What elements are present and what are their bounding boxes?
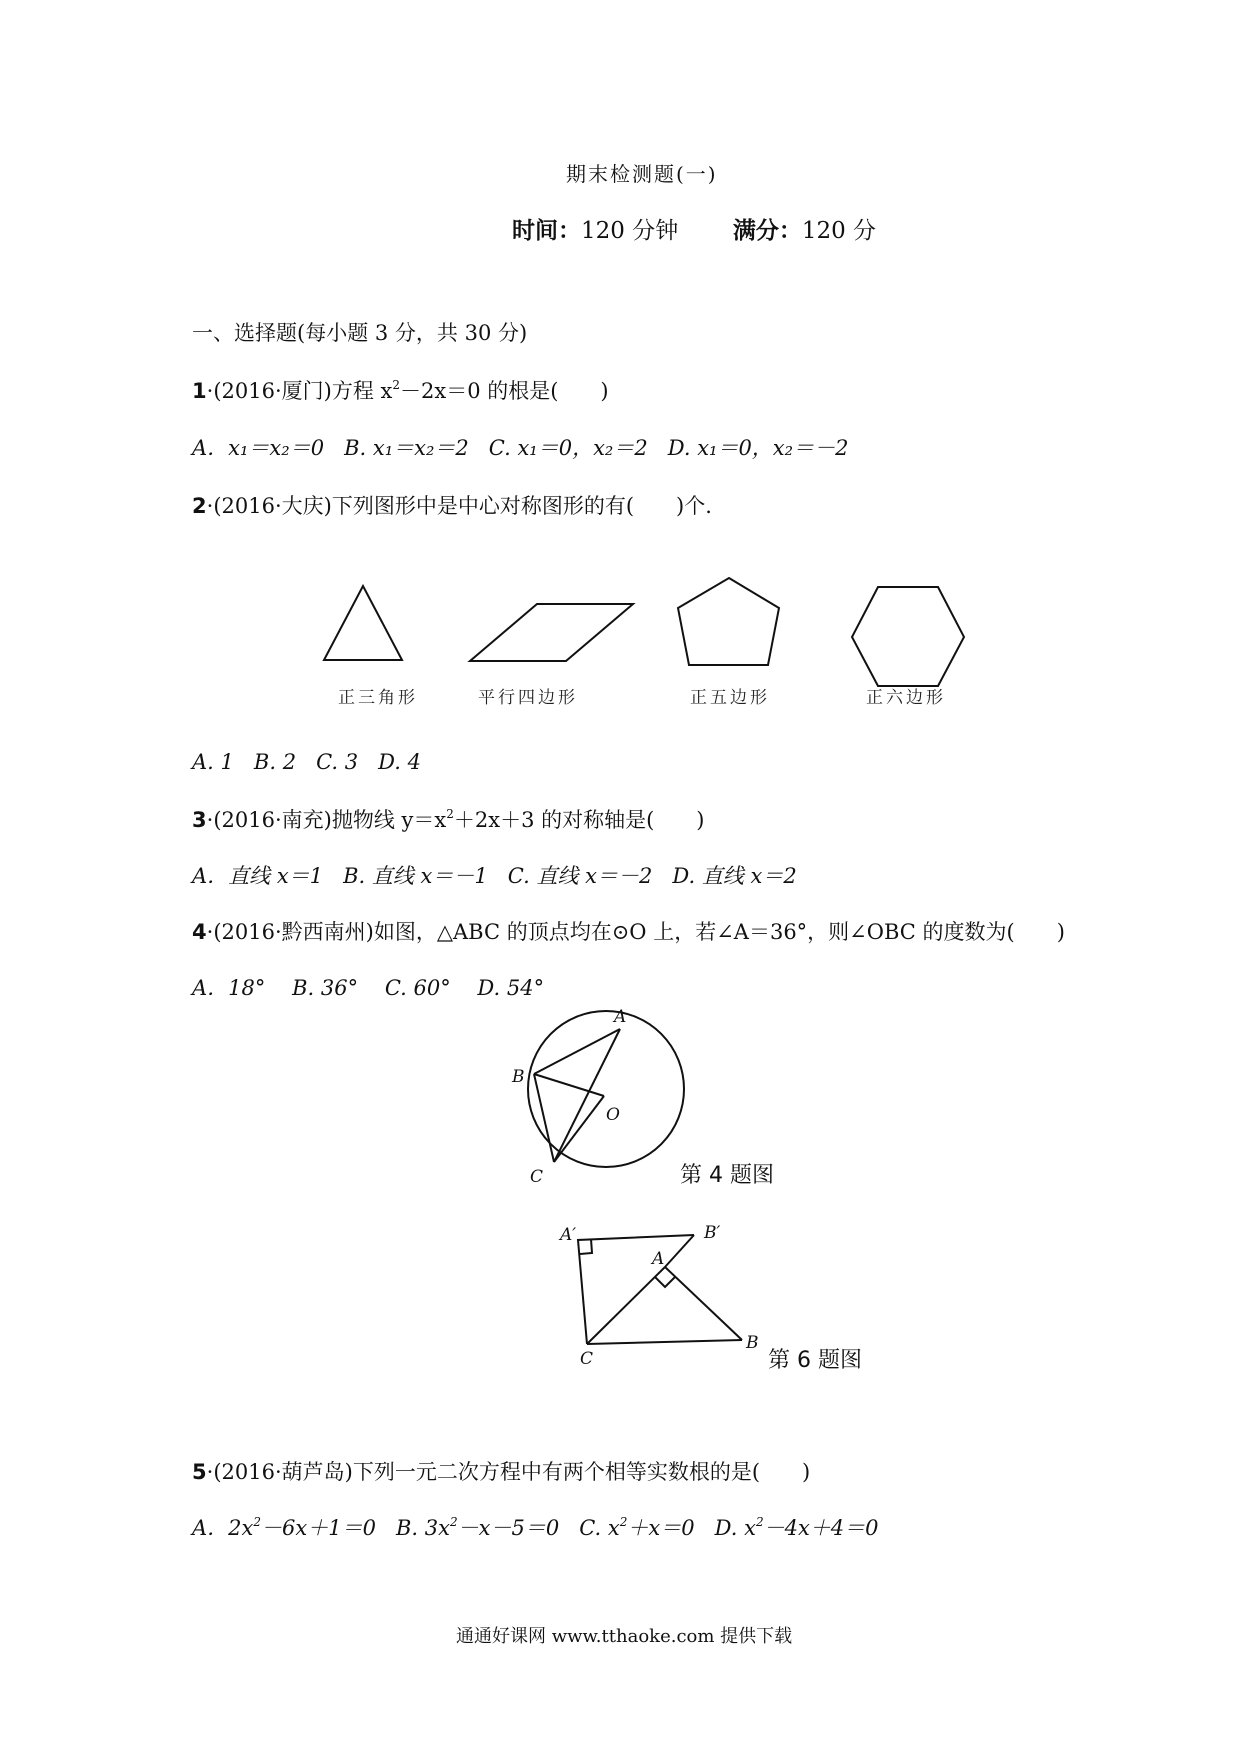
segment-cb xyxy=(587,1340,742,1344)
question-number: 1 xyxy=(192,379,207,403)
option-a: A. 1 xyxy=(192,750,234,774)
label-o: O xyxy=(606,1105,620,1125)
question-stem: 方程 x xyxy=(331,379,393,403)
label-b: B xyxy=(746,1333,759,1353)
question-source: (2016·大庆) xyxy=(213,494,332,518)
question-1: 1·(2016·厦门)方程 $x^2-2x=0$ 的根是( ) xyxy=(192,378,609,403)
label-c: C xyxy=(580,1349,594,1369)
option-a: A．18° xyxy=(192,976,266,1000)
label-b-prime: B′ xyxy=(704,1223,721,1243)
label-a-prime: A′ xyxy=(560,1225,577,1245)
question-stem: 如图，△ABC 的顶点均在⊙O 上，若∠A＝36°，则∠OBC 的度数为( ) xyxy=(373,920,1065,944)
option-b: B. 36° xyxy=(292,976,359,1000)
question-number: 3 xyxy=(192,808,207,832)
label-b: B xyxy=(512,1067,525,1087)
figure-6-caption: 第 6 题图 xyxy=(768,1348,862,1373)
option-b: B. 直线 x＝－1 xyxy=(343,864,488,888)
label-a: A xyxy=(614,1007,627,1027)
question-5: 5·(2016·葫芦岛)下列一元二次方程中有两个相等实数根的是( ) xyxy=(192,1460,811,1484)
question-stem-rest: ＋2x＋3 的对称轴是( ) xyxy=(453,808,705,832)
section-heading: 一、选择题(每小题 3 分，共 30 分) xyxy=(192,321,528,345)
option-d: D. $x^2-4x+4=0$ xyxy=(714,1515,879,1540)
exponent: 2 xyxy=(392,378,400,392)
page-footer: 通通好课网 www.tthaoke.com 提供下载 xyxy=(456,1626,793,1647)
question-stem: 抛物线 y＝x xyxy=(331,808,447,832)
shape-caption-triangle: 正三角形 xyxy=(338,688,418,708)
segment-c-a1-b1 xyxy=(578,1235,694,1344)
option-d: D. 4 xyxy=(378,750,421,774)
option-b: B. $3x^2-x-5=0$ xyxy=(395,1515,560,1540)
segment-b1-a xyxy=(665,1235,694,1267)
question-5-options xyxy=(192,1515,879,1540)
question-number: 4 xyxy=(192,920,207,944)
question-source: (2016·厦门) xyxy=(213,379,332,403)
option-c: C. $x^2+x=0$ xyxy=(579,1515,695,1540)
option-a: A．$2x^2-6x+1=0$ xyxy=(192,1515,376,1540)
question-stem: 下列一元二次方程中有两个相等实数根的是( ) xyxy=(352,1460,811,1484)
exponent: 2 xyxy=(446,807,454,821)
time-label: 时间： xyxy=(512,218,581,244)
option-d: D. 54° xyxy=(477,976,545,1000)
option-c: C. 直线 x＝－2 xyxy=(507,864,653,888)
question-source: (2016·葫芦岛) xyxy=(213,1460,353,1484)
label-c: C xyxy=(530,1167,544,1187)
page-title: 期末检测题(一) xyxy=(566,162,718,186)
label-a: A xyxy=(652,1249,665,1269)
right-angle-mark-a xyxy=(655,1277,675,1287)
shape-caption-pentagon: 正五边形 xyxy=(690,688,770,708)
question-number: 2 xyxy=(192,494,207,518)
time-value: 120 分钟 xyxy=(581,218,679,244)
right-angle-mark-a1 xyxy=(580,1239,592,1254)
option-a: A．直线 x＝1 xyxy=(192,864,324,888)
question-source: (2016·黔西南州) xyxy=(213,920,374,944)
segment-ca xyxy=(587,1267,665,1344)
question-number: 5 xyxy=(192,1460,207,1484)
score-value: 120 分 xyxy=(801,218,877,244)
question-2: 2·(2016·大庆)下列图形中是中心对称图形的有( )个. xyxy=(192,494,712,518)
option-a: A．x₁＝x₂＝0 xyxy=(192,436,325,460)
figure-4-caption: 第 4 题图 xyxy=(680,1163,774,1188)
question-stem-rest: －2x＝0 的根是( ) xyxy=(400,379,609,403)
question-4: 4·(2016·黔西南州)如图，△ABC 的顶点均在⊙O 上，若∠A＝36°，则∠OBC 的度数为( ) xyxy=(192,920,1065,944)
option-d: D. x₁＝0，x₂＝－2 xyxy=(667,436,849,460)
option-c: C. 3 xyxy=(316,750,359,774)
option-b: B. 2 xyxy=(253,750,297,774)
shape-caption-parallelogram: 平行四边形 xyxy=(478,688,578,708)
option-b: B. x₁＝x₂＝2 xyxy=(344,436,469,460)
question-source: (2016·南充) xyxy=(213,808,332,832)
question-3: 3·(2016·南充)抛物线 $y=x^2+2x+3$ 的对称轴是( ) xyxy=(192,807,705,832)
question-stem: 下列图形中是中心对称图形的有( )个. xyxy=(331,494,712,518)
score-label: 满分： xyxy=(732,218,802,244)
segment-ab xyxy=(665,1267,742,1340)
option-c: C. x₁＝0，x₂＝2 xyxy=(488,436,648,460)
option-d: D. 直线 x＝2 xyxy=(672,864,797,888)
option-c: C. 60° xyxy=(384,976,451,1000)
shape-caption-hexagon: 正六边形 xyxy=(866,688,946,708)
